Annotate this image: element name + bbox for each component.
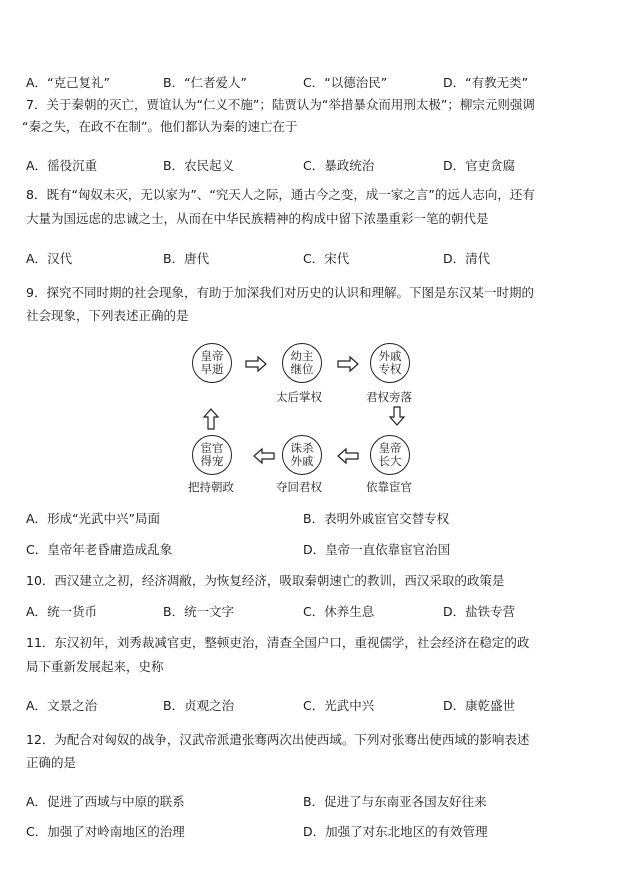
caption-power-lost: 君权旁落 <box>366 390 412 404</box>
q11-stem-line-1: 11．东汉初年，刘秀裁减官吏，整顿吏治，清查全国户口，重视儒学，社会经济在稳定的政 <box>26 635 530 650</box>
arrow-6-to-1 <box>204 409 218 429</box>
q8-option-b: B．唐代 <box>163 251 210 266</box>
q9-stem-line-1: 9．探究不同时期的社会现象，有助于加深我们对历史的认识和理解。下图是东汉某一时期的 <box>26 285 534 300</box>
q9-stem-line-2: 社会现象，下列表述正确的是 <box>26 308 189 323</box>
q11-option-c: C．光武中兴 <box>303 698 375 713</box>
q10-option-b: B．统一文字 <box>163 604 235 619</box>
caption-control-court: 把持朝政 <box>188 480 234 494</box>
caption-empress-dowager: 太后掌权 <box>276 390 322 404</box>
caption-regain-power: 夺回君权 <box>276 480 322 494</box>
q10-option-c: C．休养生息 <box>303 604 375 619</box>
q12-option-a: A．促进了西域与中原的联系 <box>26 794 185 809</box>
arrow-4-to-5 <box>338 449 358 463</box>
q9-cycle-diagram <box>186 337 436 497</box>
q11-stem-line-2: 局下重新发展起来，史称 <box>26 659 164 674</box>
arrow-5-to-6 <box>254 449 274 463</box>
q9-option-c: C．皇帝年老昏庸造成乱象 <box>26 542 173 557</box>
node-young-ruler: 幼主 继位 <box>282 343 322 383</box>
q9-option-b: B．表明外戚宦官交替专权 <box>303 511 450 526</box>
q12-option-c: C．加强了对岭南地区的治理 <box>26 824 185 839</box>
q11-option-b: B．贞观之治 <box>163 698 235 713</box>
q8-option-c: C．宋代 <box>303 251 350 266</box>
arrow-3-to-4 <box>390 407 404 425</box>
q10-stem: 10．西汉建立之初，经济凋敝，为恢复经济，吸取秦朝速亡的教训，西汉采取的政策是 <box>26 573 505 588</box>
node-eunuchs-favored: 宦官 得宠 <box>192 435 232 475</box>
node-emperor-early-death: 皇帝 早逝 <box>192 343 232 383</box>
q7-stem-line-2: “秦之失，在政不在制”。他们都认为秦的速亡在于 <box>22 119 298 134</box>
node-consort-clan: 外戚 专权 <box>370 343 410 383</box>
q9-option-a: A．形成“光武中兴”局面 <box>26 511 161 526</box>
q11-option-a: A．文景之治 <box>26 698 98 713</box>
q8-stem-line-2: 大量为国远虑的忠诚之士，从而在中华民族精神的构成中留下浓墨重彩一笔的朝代是 <box>26 211 489 226</box>
node-kill-consort: 诛杀 外戚 <box>282 435 322 475</box>
q11-option-d: D．康乾盛世 <box>443 698 516 713</box>
arrow-2-to-3 <box>338 357 358 371</box>
q7-option-b: B．农民起义 <box>163 158 235 173</box>
arrow-1-to-2 <box>246 357 266 371</box>
q7-option-d: D．官吏贪腐 <box>443 158 516 173</box>
q7-stem-line-1: 7．关于秦朝的灭亡，贾谊认为“仁义不施”；陆贾认为“举措暴众而用刑太极”；柳宗元则强调 <box>26 97 535 112</box>
q7-option-c: C．暴政统治 <box>303 158 375 173</box>
q12-stem-line-1: 12．为配合对匈奴的战争，汉武帝派遣张骞两次出使西域。下列对张骞出使西域的影响表述 <box>26 732 530 747</box>
q10-option-a: A．统一货币 <box>26 604 98 619</box>
q8-option-a: A．汉代 <box>26 251 73 266</box>
q6-option-a: A．“克己复礼” <box>26 75 111 90</box>
q6-option-b: B．“仁者爱人” <box>163 75 248 90</box>
q8-option-d: D．清代 <box>443 251 491 266</box>
q6-option-c: C．“以德治民” <box>303 75 388 90</box>
q12-option-b: B．促进了与东南亚各国友好往来 <box>303 794 487 809</box>
node-emperor-grown: 皇帝 长大 <box>370 435 410 475</box>
q7-option-a: A．徭役沉重 <box>26 158 98 173</box>
q12-option-d: D．加强了对东北地区的有效管理 <box>303 824 488 839</box>
q6-option-d: D．“有教无类” <box>443 75 529 90</box>
caption-rely-eunuchs: 依靠宦官 <box>366 480 412 494</box>
q12-stem-line-2: 正确的是 <box>26 755 77 770</box>
q10-option-d: D．盐铁专营 <box>443 604 516 619</box>
q9-option-d: D．皇帝一直依靠宦官治国 <box>303 542 451 557</box>
q8-stem-line-1: 8．既有“匈奴未灭，无以家为”、“究天人之际，通古今之变，成一家之言”的远人志向，还有 <box>26 187 535 202</box>
